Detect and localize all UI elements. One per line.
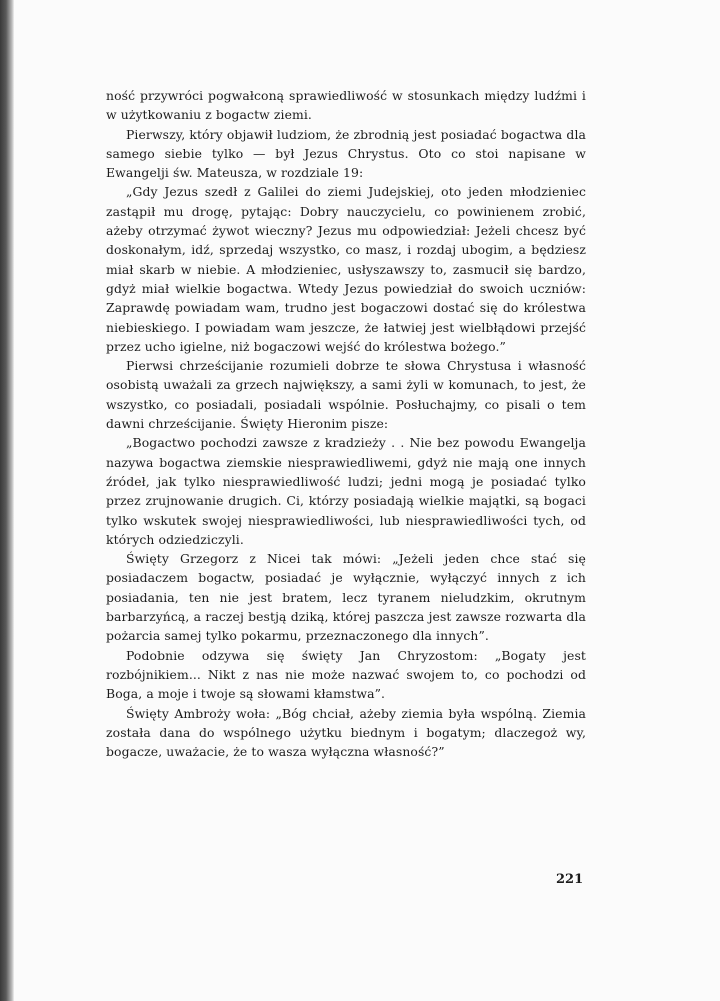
paragraph-continuation: ność przywróci pogwałconą sprawiedliwość w stosunkach między ludźmi i w użytkowaniu z bogactw ziemi. — [106, 88, 586, 123]
paragraph-early-christians: Pierwsi chrześcijanie rozumieli dobrze te słowa Chrystusa i własność osobistą uważali za grzech największy, a sami żyli w komunach, to jest, że wszystko, co posiadali, posiadali wspólnie. Posłuchajmy, co pisali o tem dawni chrześcijanie. Święty Hieronim pisze: — [106, 358, 586, 432]
paragraph-gospel-quote: „Gdy Jezus szedł z Galilei do ziemi Judejskiej, oto jeden młodzieniec zastąpił mu drogę, pytając: Dobry nauczycielu, co powinienem zrobić, ażeby otrzymać żywot wieczny? Jezus mu odpowiedział: Jeżeli chcesz być doskonałym, idź, sprzedaj wszystko, co masz, i rozdaj ubogim, a będziesz miał skarb w niebie. A młodzieniec, usłyszawszy to, zasmucił się bardzo, gdyż miał wielkie bogactwa. Wtedy Jezus powiedział do swoich uczniów: Zaprawdę powiadam wam, trudno jest bogaczowi dostać się do królestwa niebieskiego. I powiadam wam jeszcze, że łatwiej jest wielbłądowi przejść przez ucho igielne, niż bogaczowi wejść do królestwa bożego.” — [106, 184, 586, 354]
paragraph-first-revelation: Pierwszy, który objawił ludziom, że zbrodnią jest posiadać bogactwa dla samego siebie tylko — był Jezus Chrystus. Oto co stoi napisane w Ewangelji św. Mateusza, w rozdziale 19: — [106, 126, 586, 181]
page-number: 221 — [556, 872, 584, 887]
paragraph-chryzostom-quote: Podobnie odzywa się święty Jan Chryzostom: „Bogaty jest rozbójnikiem... Nikt z nas nie może nazwać swojem to, co pochodzi od Boga, a moje i twoje są słowami kłamstwa”. — [106, 647, 586, 702]
paragraph-ambrozy-quote: Święty Ambroży woła: „Bóg chciał, ażeby ziemia była wspólną. Ziemia została dana do wspólnego użytku biednym i bogatym; dlaczegoż wy, bogacze, uważacie, że to wasza wyłączna własność?” — [106, 705, 586, 760]
paragraph-hieronim-quote: „Bogactwo pochodzi zawsze z kradzieży . . Nie bez powodu Ewangelja nazywa bogactwa ziemskie niesprawiedliwemi, gdyż nie mają one innych źródeł, jak tylko niesprawiedliwość ludzi; jedni mogą je posiadać tylko przez zrujnowanie drugich. Ci, którzy posiadają wielkie majątki, są bogaci tylko wskutek swojej niesprawiedliwości, lub niesprawiedliwości tych, od których odziedziczyli. — [106, 435, 586, 547]
paragraph-grzegorz-quote: Święty Grzegorz z Nicei tak mówi: „Jeżeli jeden chce stać się posiadaczem bogactw, posiadać je wyłącznie, wyłączyć innych z ich posiadania, ten nie jest bratem, lecz tyranem nieludzkim, okrutnym barbarzyńcą, a raczej bestją dziką, której paszcza jest zawsze rozwarta dla pożarcia samej tylko pokarmu, przeznaczonego dla innych”. — [106, 551, 586, 644]
page-spine-shadow — [0, 0, 14, 1001]
body-text — [106, 86, 586, 761]
